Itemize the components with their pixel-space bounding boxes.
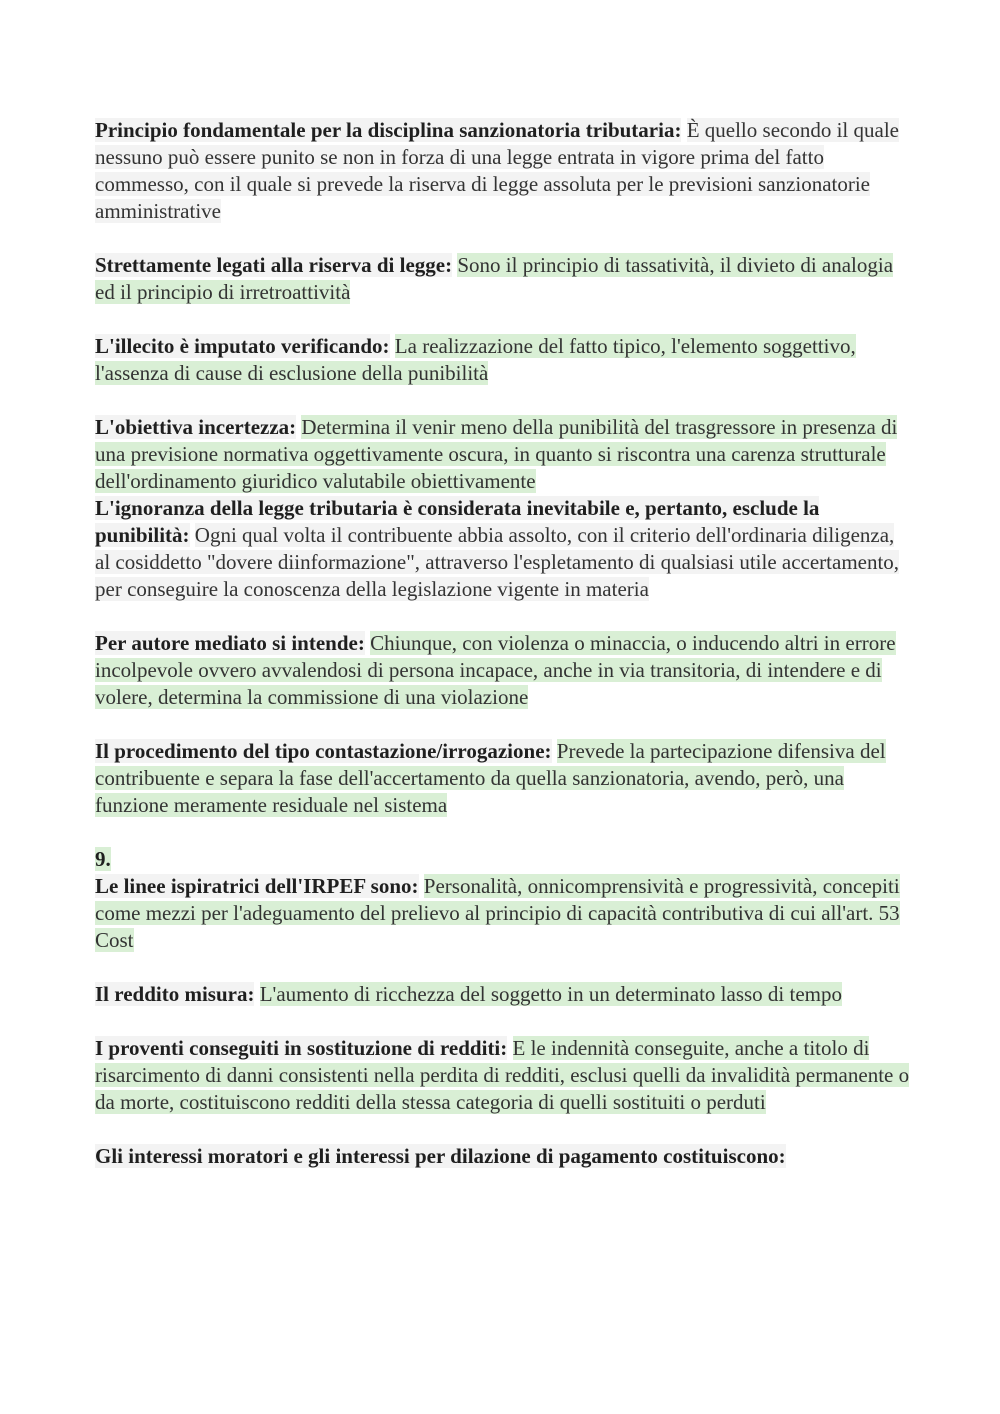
qa-item <box>95 117 910 225</box>
answer-text: Chiunque, con violenza o minaccia, o inducendo altri in errore incolpevole ovvero avvalendosi di persona incapace, anche in via transitoria, di intendere e di volere, determina la commissione di una violazione <box>95 631 896 709</box>
answer-text: La realizzazione del fatto tipico, l'elemento soggettivo, l'assenza di cause di esclusione della punibilità <box>95 334 856 385</box>
question-text: Il reddito misura: <box>95 982 255 1006</box>
spacer <box>95 603 910 630</box>
question-text: L'illecito è imputato verificando: <box>95 334 390 358</box>
question-text: I proventi conseguiti in sostituzione di redditi: <box>95 1036 508 1060</box>
qa-item <box>95 873 910 954</box>
section-number-text: 9. <box>95 847 111 871</box>
spacer <box>95 387 910 414</box>
answer-text: Determina il venir meno della punibilità del trasgressore in presenza di una previsione normativa oggettivamente oscura, in quanto si riscontra una carenza strutturale dell'ordinamento giuridico valutabile obiettivamente <box>95 415 898 493</box>
question-text: Principio fondamentale per la disciplina sanzionatoria tributaria: <box>95 118 682 142</box>
spacer <box>95 225 910 252</box>
spacer <box>95 306 910 333</box>
question-text: Le linee ispiratrici dell'IRPEF sono: <box>95 874 419 898</box>
question-text: Per autore mediato si intende: <box>95 631 365 655</box>
qa-item <box>95 333 910 387</box>
answer-text: Prevede la partecipazione difensiva del contribuente e separa la fase dell'accertamento da quella sanzionatoria, avendo, però, una funzione meramente residuale nel sistema <box>95 739 886 817</box>
spacer <box>95 1116 910 1143</box>
document-page <box>95 117 910 1170</box>
question-text: Gli interessi moratori e gli interessi per dilazione di pagamento costituiscono: <box>95 1144 786 1168</box>
qa-item <box>95 738 910 819</box>
qa-item <box>95 252 910 306</box>
qa-item <box>95 414 910 495</box>
answer-text: L'aumento di ricchezza del soggetto in un determinato lasso di tempo <box>259 982 842 1006</box>
answer-text: E le indennità conseguite, anche a titolo di risarcimento di danni consistenti nella perdita di redditi, esclusi quelli da invalidità permanente o da morte, costituiscono redditi della stessa categoria di quelli sostituiti o perduti <box>95 1036 910 1114</box>
answer-text: Sono il principio di tassatività, il divieto di analogia ed il principio di irretroattività <box>95 253 894 304</box>
question-text: Il procedimento del tipo contastazione/irrogazione: <box>95 739 552 763</box>
spacer <box>95 711 910 738</box>
qa-item <box>95 1143 910 1170</box>
spacer <box>95 1008 910 1035</box>
answer-text: Personalità, onnicomprensività e progressività, concepiti come mezzi per l'adeguamento del prelievo al principio di capacità contributiva di cui all'art. 53 Cost <box>95 874 900 952</box>
answer-text: È quello secondo il quale nessuno può essere punito se non in forza di una legge entrata in vigore prima del fatto commesso, con il quale si prevede la riserva di legge assoluta per le previsioni sanzionatorie amministrative <box>95 118 899 223</box>
qa-item <box>95 981 910 1008</box>
question-text: L'obiettiva incertezza: <box>95 415 297 439</box>
qa-item <box>95 630 910 711</box>
section-number <box>95 846 910 873</box>
spacer <box>95 954 910 981</box>
question-text: Strettamente legati alla riserva di legge: <box>95 253 453 277</box>
spacer <box>95 819 910 846</box>
qa-item <box>95 495 910 603</box>
answer-text: Ogni qual volta il contribuente abbia assolto, con il criterio dell'ordinaria diligenza, al cosiddetto "dovere diinformazione", attraverso l'espletamento di qualsiasi utile accertamento, per conseguire la conoscenza della legislazione vigente in materia <box>95 523 900 601</box>
qa-item <box>95 1035 910 1116</box>
question-text: L'ignoranza della legge tributaria è considerata inevitabile e, pertanto, esclude la punibilità: <box>95 496 820 547</box>
